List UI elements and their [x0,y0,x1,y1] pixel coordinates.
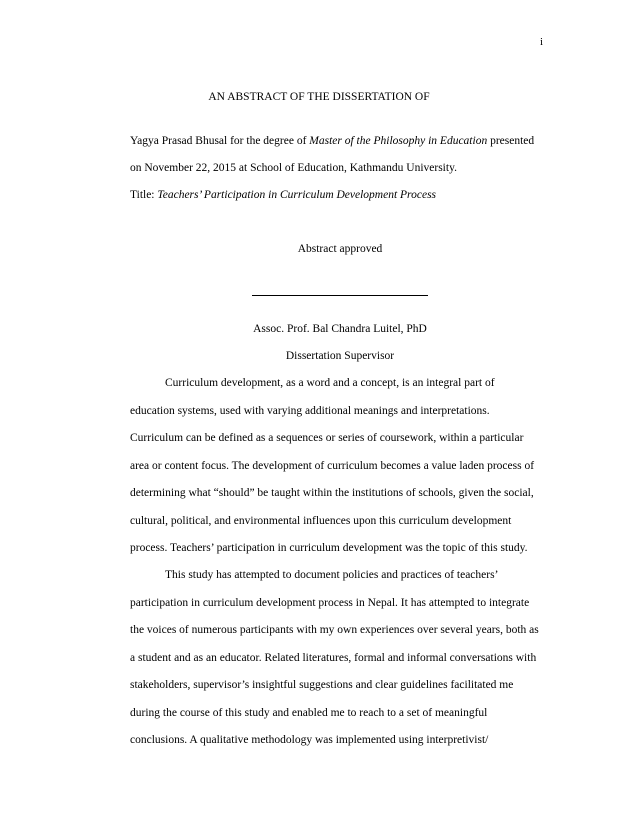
body-line: a student and as an educator. Related literatures, formal and informal conversations with [130,652,537,664]
intro-line-1 [130,135,560,147]
body-line: conclusions. A qualitative methodology was implemented using interpretivist/ [130,734,489,746]
body-line: stakeholders, supervisor’s insightful suggestions and clear guidelines facilitated me [130,679,514,691]
body-line: Curriculum development, as a word and a concept, is an integral part of [165,377,495,389]
degree-text: Master of the Philosophy in Education [309,135,488,147]
document-heading: AN ABSTRACT OF THE DISSERTATION OF [208,91,430,103]
title-line [130,189,560,201]
body-line: cultural, political, and environmental influences upon this curriculum development [130,515,512,527]
intro-line-2: on November 22, 2015 at School of Education, Kathmandu University. [130,162,457,174]
body-line: determining what “should” be taught within the institutions of schools, given the social, [130,487,534,499]
supervisor-role: Dissertation Supervisor [285,350,395,362]
body-line: process. Teachers’ participation in curriculum development was the topic of this study. [130,542,528,554]
body-line: during the course of this study and enabled me to reach to a set of meaningful [130,707,488,719]
presented-text: presented [487,135,535,147]
author-text: Yagya Prasad Bhusal for the degree of [130,135,310,147]
body-line: Curriculum can be defined as a sequences or series of coursework, within a particular [130,432,524,444]
page-number: i [540,36,544,48]
body-line: the voices of numerous participants with my own experiences over several years, both as [130,624,539,636]
signature-line [252,295,428,296]
body-line: area or content focus. The development of curriculum becomes a value laden process of [130,460,535,472]
supervisor-name: Assoc. Prof. Bal Chandra Luitel, PhD [253,323,427,335]
body-line: education systems, used with varying additional meanings and interpretations. [130,405,490,417]
title-label: Title: [130,189,158,201]
dissertation-title: Teachers’ Participation in Curriculum Development Process [157,189,437,201]
abstract-approved-label: Abstract approved [297,243,383,255]
body-line: participation in curriculum development process in Nepal. It has attempted to integrate [130,597,530,609]
body-line: This study has attempted to document policies and practices of teachers’ [165,569,499,581]
